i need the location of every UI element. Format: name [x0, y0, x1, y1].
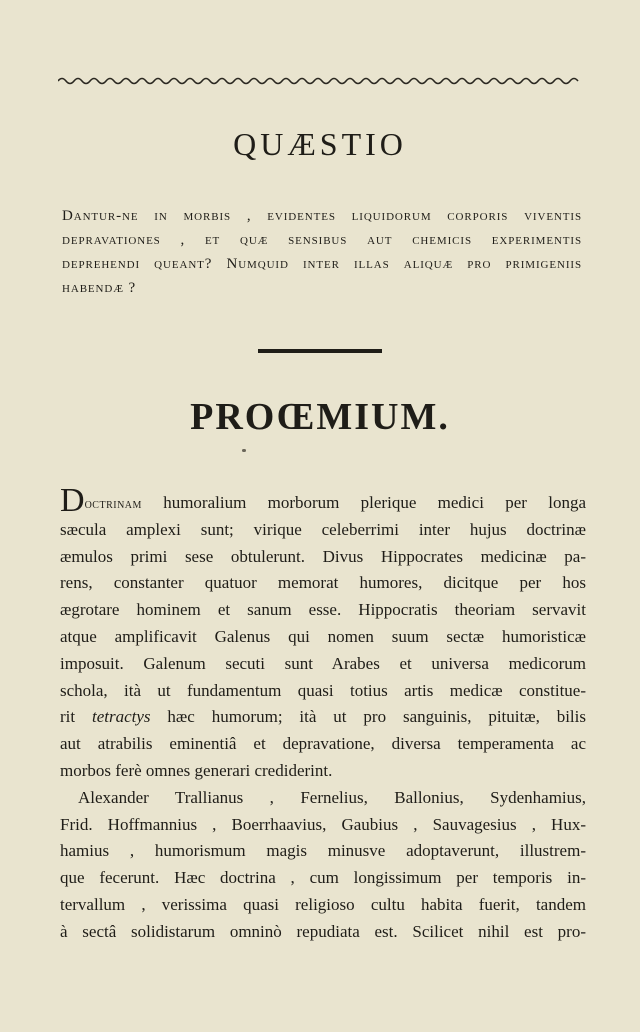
text-line: atque amplificavit Galenus qui nomen suum sectæ humoristicæ — [60, 626, 586, 646]
text-line: hamius , humorismum magis minusve adoptaverunt, illustrem- — [60, 841, 586, 861]
rule-divider — [258, 349, 382, 353]
question-line: deprehendi queant? Numquid inter illas aliquæ pro primigeniis — [62, 256, 582, 272]
text-line: Alexander Trallianus , Fernelius, Ballonius, Sydenhamius, — [78, 787, 586, 807]
text-line: ægrotare hominem et sanum esse. Hippocratis theoriam servavit — [60, 600, 586, 620]
text-line: æmulos primi sese obtulerunt. Divus Hippocrates medicinæ pa- — [60, 546, 586, 566]
text-line: sæcula amplexi sunt; virique celeberrimi inter hujus doctrinæ — [60, 519, 586, 539]
question-line: Dantur-ne in morbis , evidentes liquidorum corporis viventis — [62, 208, 582, 224]
print-speck — [242, 449, 246, 452]
text-line: aut atrabilis eminentiâ et depravatione, diversa temperamenta ac — [60, 734, 586, 754]
question-line: depravationes , et quæ sensibus aut chemicis experimentis — [62, 232, 582, 248]
section-heading: PROŒMIUM. — [190, 396, 450, 438]
text-line — [60, 704, 586, 731]
italic-term: tetractys — [92, 707, 151, 727]
text-run: rit — [60, 707, 92, 727]
text-run: hæc humorum; ità ut pro sanguinis, pituitæ, bilis — [150, 707, 586, 727]
small-caps-lead: octrinam — [84, 497, 142, 512]
body-text — [60, 482, 586, 946]
paragraph-first-line — [60, 482, 586, 519]
text-line: morbos ferè omnes generari crediderint. — [60, 760, 333, 780]
text-run: humoralium morborum plerique medici per longa — [141, 493, 586, 512]
text-line: imposuit. Galenum secuti sunt Arabes et universa medicorum — [60, 653, 586, 673]
page-title: QUÆSTIO — [233, 126, 407, 162]
ornamental-border-icon — [58, 76, 580, 86]
question-line: habendæ ? — [62, 280, 137, 296]
drop-cap: D — [60, 482, 85, 519]
text-line: schola, ità ut fundamentum quasi totius artis medicæ constitue- — [60, 680, 586, 700]
text-line: à sectâ solidistarum omninò repudiata est. Scilicet nihil est pro- — [60, 921, 586, 941]
question-text — [62, 204, 582, 300]
text-line: tervallum , verissima quasi religioso cultu habita fuerit, tandem — [60, 894, 586, 914]
text-line: que fecerunt. Hæc doctrina , cum longissimum per temporis in- — [60, 868, 586, 888]
text-line: rens, constanter quatuor memorat humores, dicitque per hos — [60, 573, 586, 593]
text-line: Frid. Hoffmannius , Boerrhaavius, Gaubius , Sauvagesius , Hux- — [60, 814, 586, 834]
